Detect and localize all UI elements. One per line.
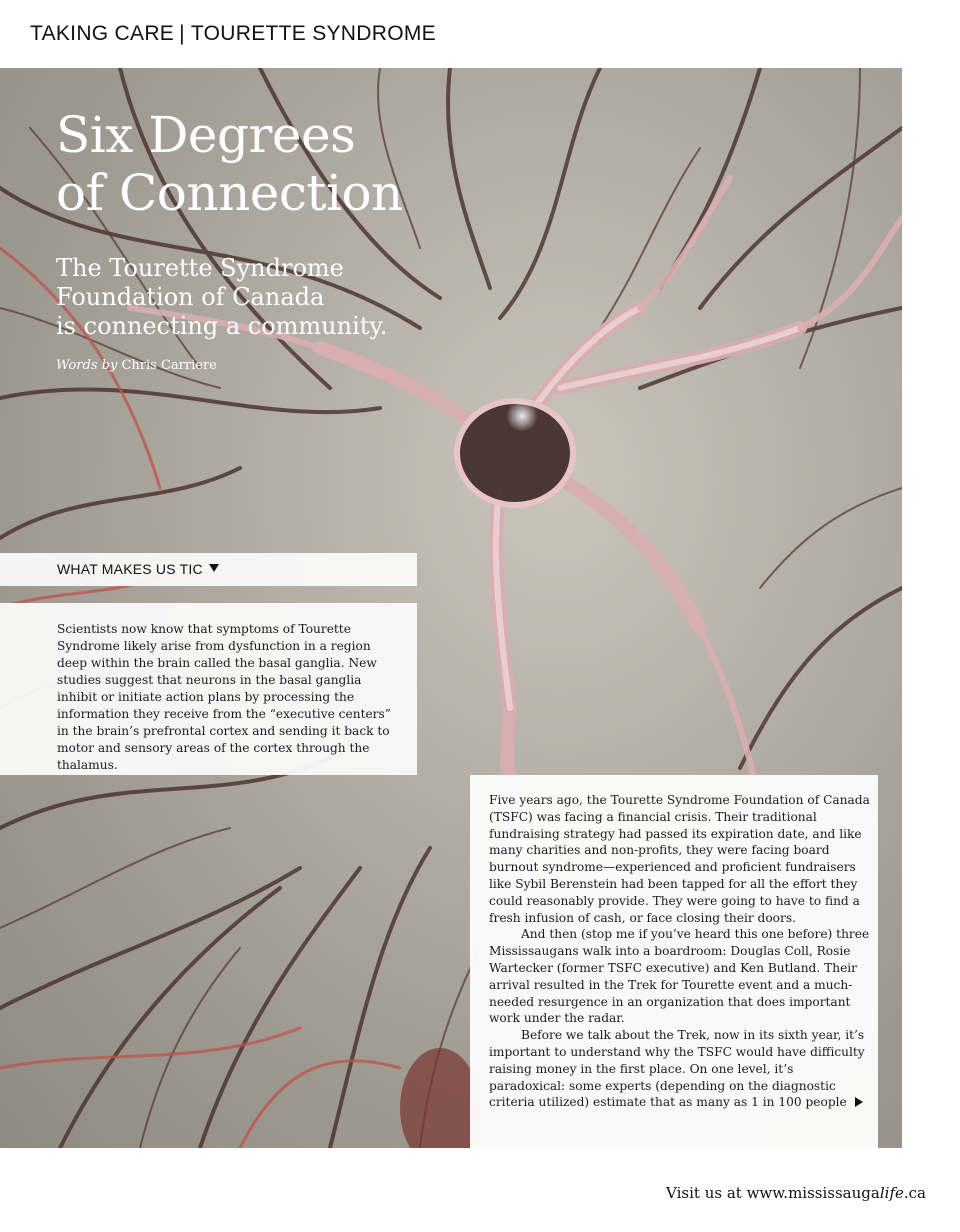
byline bbox=[56, 358, 217, 373]
sidebar-heading bbox=[0, 553, 417, 586]
subtitle-line: Foundation of Canada bbox=[56, 283, 325, 311]
article-title bbox=[56, 106, 476, 222]
triangle-down-icon bbox=[209, 564, 219, 572]
topic-label: TOURETTE SYNDROME bbox=[190, 22, 436, 45]
section-header bbox=[30, 22, 436, 46]
footer-suffix: .ca bbox=[903, 1184, 926, 1202]
footer-prefix: Visit us at www.mississauga bbox=[666, 1184, 880, 1202]
title-line: Six Degrees bbox=[56, 106, 356, 164]
body-paragraph: Five years ago, the Tourette Syndrome Foundation of Canada (TSFC) was facing a financial crisis. Their traditional fundraising strategy had passed its expiration date, and like many charities and non-profits, they were facing board burnout syndrome—experienced and proficient fundraisers like Sybil Berenstein had been tapped for all the effort they could reasonably provide. They were going to have to find a fresh infusion of cash, or face closing their doors. bbox=[489, 793, 870, 925]
title-line: of Connection bbox=[56, 164, 403, 222]
continue-arrow-icon bbox=[855, 1097, 863, 1107]
article-body bbox=[470, 775, 878, 1148]
header-separator: | bbox=[179, 22, 185, 45]
section-label: TAKING CARE bbox=[30, 22, 175, 45]
sidebar-heading-text: WHAT MAKES US TIC bbox=[57, 561, 203, 577]
subtitle-line: is connecting a community. bbox=[56, 312, 388, 340]
body-paragraph-text: Before we talk about the Trek, now in its sixth year, it’s important to understand why the TSFC would have difficulty raising money in the first place. On one level, it’s paradoxical: some experts (depending on the diagnostic criteria utilized) estimate that as many as 1 in 100 people bbox=[489, 1028, 865, 1110]
body-paragraph bbox=[489, 1027, 872, 1111]
subtitle-line: The Tourette Syndrome bbox=[56, 254, 344, 282]
body-paragraph: And then (stop me if you’ve heard this one before) three Mississaugans walk into a boardroom: Douglas Coll, Rosie Wartecker (former TSFC executive) and Ken Butland. Their arrival resulted in the Trek for Tourette event and a much-needed resurgence in an organization that does important work under the radar. bbox=[489, 927, 870, 1026]
footer-url bbox=[666, 1184, 926, 1202]
footer-italic: life bbox=[879, 1184, 904, 1202]
sidebar-box bbox=[0, 603, 417, 775]
article-subtitle bbox=[56, 254, 456, 341]
sidebar-text: Scientists now know that symptoms of Tourette Syndrome likely arise from dysfunction in a region deep within the brain called the basal ganglia. New studies suggest that neurons in the basal ganglia inhibit or initiate action plans by processing the information they receive from the “executive centers” in the brain’s prefrontal cortex and sending it back to motor and sensory areas of the cortex through the thalamus. bbox=[57, 622, 391, 772]
byline-prefix: Words by bbox=[56, 358, 118, 373]
byline-author: Chris Carriere bbox=[121, 358, 217, 373]
